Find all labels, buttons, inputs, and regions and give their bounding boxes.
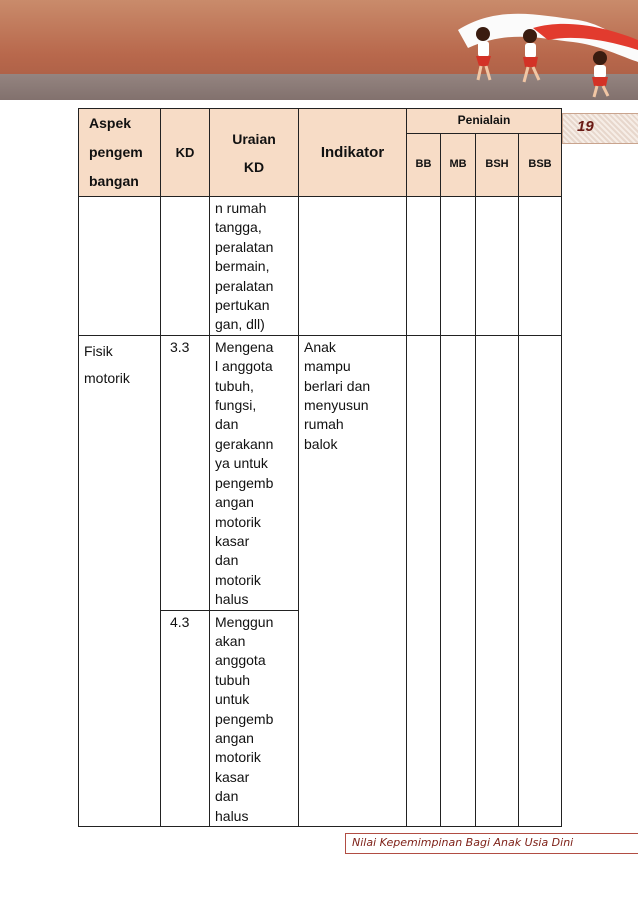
header-uraian-line: KD <box>243 158 265 175</box>
cell-bsb <box>519 197 562 336</box>
header-bsb: BSB <box>519 133 562 196</box>
uraian-line: gerakann <box>215 435 274 452</box>
cell-kd <box>161 197 210 336</box>
cell-aspek <box>79 197 161 336</box>
cell-indikator <box>299 197 407 336</box>
header-uraian <box>210 109 299 197</box>
uraian-line: angan <box>215 494 254 511</box>
header-row-1 <box>79 109 562 134</box>
cell-bb <box>407 335 441 826</box>
page-number-box <box>562 113 638 144</box>
uraian-line: kasar <box>215 768 250 785</box>
assessment-table <box>78 108 562 827</box>
header-aspek-line: bangan <box>89 173 139 189</box>
uraian-line: motorik <box>215 571 261 588</box>
indikator-line: balok <box>304 435 338 452</box>
cell-bsb <box>519 335 562 826</box>
page-number: 19 <box>577 118 594 135</box>
uraian-line: halus <box>215 807 249 824</box>
uraian-line: angan <box>215 729 254 746</box>
uraian-line: dan <box>215 416 239 433</box>
cell-mb <box>441 335 476 826</box>
cell-aspek <box>79 335 161 826</box>
header-aspek <box>79 109 161 197</box>
footer-title: Nilai Kepemimpinan Bagi Anak Usia Dini <box>352 836 574 849</box>
header-kd: KD <box>161 109 210 197</box>
uraian-line: pengemb <box>215 474 274 491</box>
uraian-line: dan <box>215 552 239 569</box>
uraian-line: motorik <box>215 513 261 530</box>
uraian-line: fungsi, <box>215 397 257 414</box>
uraian-line: l anggota <box>215 358 273 375</box>
children-flag-illustration <box>438 0 638 100</box>
indikator-line: berlari dan <box>304 377 371 394</box>
uraian-line: peralatan <box>215 277 274 294</box>
header-bsh: BSH <box>476 133 519 196</box>
uraian-line: pengemb <box>215 710 274 727</box>
indikator-line: rumah <box>304 416 344 433</box>
uraian-line: Mengena <box>215 338 274 355</box>
uraian-line: gan, dll) <box>215 316 265 333</box>
cell-kd <box>161 610 210 826</box>
footer-box <box>345 833 638 854</box>
uraian-line: peralatan <box>215 238 274 255</box>
indikator-line: menyusun <box>304 397 369 414</box>
table-row <box>79 335 562 610</box>
cell-mb <box>441 197 476 336</box>
uraian-line: kasar <box>215 532 250 549</box>
cell-uraian <box>210 197 299 336</box>
uraian-line: halus <box>215 591 249 608</box>
cell-bsh <box>476 197 519 336</box>
indikator-line: Anak <box>304 338 336 355</box>
uraian-line: tangga, <box>215 219 262 236</box>
uraian-line: dan <box>215 788 239 805</box>
uraian-line: Menggun <box>215 613 274 630</box>
aspek-line: Fisik <box>84 342 113 359</box>
cell-kd <box>161 335 210 610</box>
cell-indikator <box>299 335 407 826</box>
uraian-line: n rumah <box>215 200 267 216</box>
indikator-line: mampu <box>304 358 351 375</box>
uraian-line: anggota <box>215 652 266 669</box>
cell-uraian <box>210 610 299 826</box>
header-bb: BB <box>407 133 441 196</box>
header-banner <box>0 0 638 100</box>
table-row <box>79 197 562 336</box>
uraian-line: ya untuk <box>215 455 268 472</box>
header-mb: MB <box>441 133 476 196</box>
header-indikator: Indikator <box>299 109 407 197</box>
header-aspek-line: Aspek <box>89 115 132 131</box>
cell-bb <box>407 197 441 336</box>
cell-bsh <box>476 335 519 826</box>
cell-uraian <box>210 335 299 610</box>
uraian-line: bermain, <box>215 258 270 275</box>
uraian-line: untuk <box>215 691 250 708</box>
header-uraian-line: Uraian <box>232 130 276 147</box>
uraian-line: motorik <box>215 749 261 766</box>
kd-value: 4.3 <box>170 613 190 630</box>
header-penilaian: Penialain <box>407 109 562 134</box>
uraian-line: tubuh, <box>215 377 254 394</box>
uraian-line: akan <box>215 632 246 649</box>
kd-value: 3.3 <box>170 338 190 355</box>
aspek-line: motorik <box>84 369 130 386</box>
uraian-line: pertukan <box>215 297 270 314</box>
uraian-line: tubuh <box>215 671 251 688</box>
header-aspek-line: pengem <box>89 144 143 160</box>
